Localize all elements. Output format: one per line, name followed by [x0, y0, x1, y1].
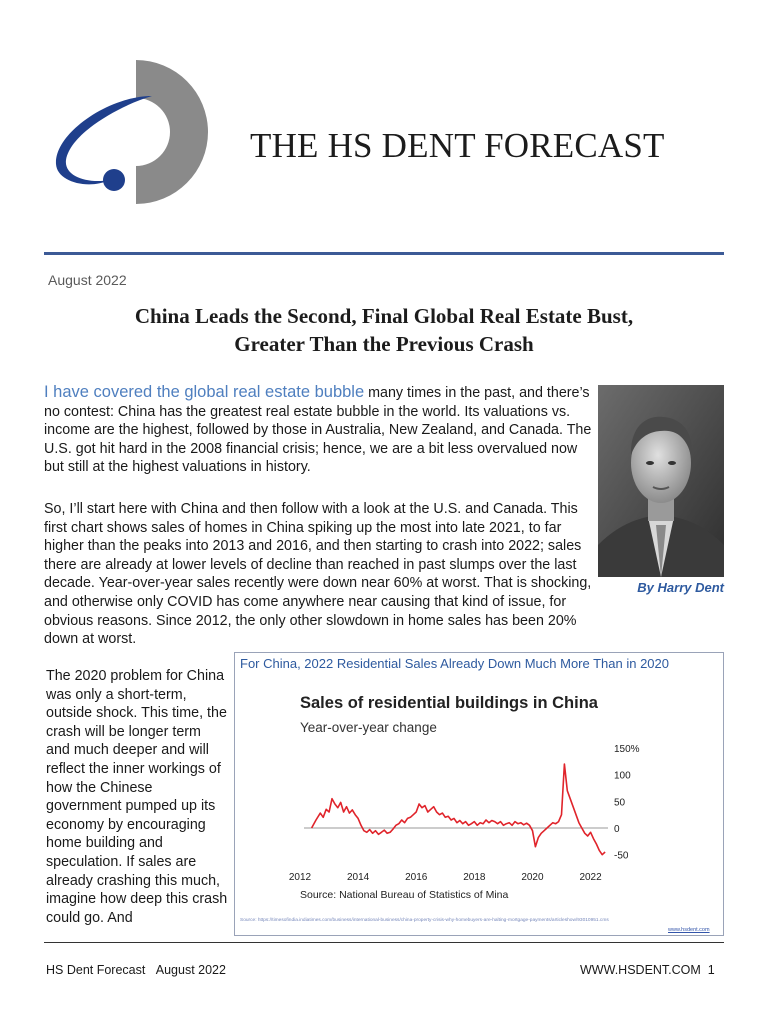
y-tick-label: 150% [614, 744, 640, 755]
paragraph-intro [44, 383, 592, 477]
x-tick-label: 2012 [288, 872, 312, 883]
lead-highlight: I have covered the global real estate bubble [44, 383, 365, 401]
paragraph-chart-intro: So, I’ll start here with China and then follow with a look at the U.S. and Canada. This first chart shows sales of homes in China spiking up the most into late 2021, to far higher than the peaks into 2013 and 2016, and then starting to crash into 2022; sales there are already at lower levels of decline than reached in past slumps over the last decade. Year-over-year sales recently were down near 60% at worst. That is shocking, and otherwise only COVID has come anywhere near causing that kind of issue, for obvious reasons. Since 2012, the only other slowdown in home sales has been 20% down at worst. [44, 501, 592, 648]
paragraph-outlook: The 2020 problem for China was only a short-term, outside shock. This time, the crash will be longer term and much deeper and will reflect the inner workings of how the Chinese government pumped up its economy by encouraging home building and speculation. If sales are already crashing this much, imagine how deep this crash could go. And [46, 668, 228, 926]
chart-y-ticks [614, 744, 640, 862]
x-tick-label: 2014 [346, 872, 370, 883]
footer-publication: HS Dent Forecast [46, 963, 146, 977]
footer-site[interactable]: WWW.HSDENT.COM [580, 963, 701, 977]
y-tick-label: 0 [614, 824, 620, 835]
masthead-title: THE HS DENT FORECAST [250, 126, 665, 165]
issue-date: August 2022 [48, 272, 127, 288]
headline-line-2: Greater Than the Previous Crash [234, 332, 534, 356]
y-tick-label: 100 [614, 770, 631, 782]
masthead-divider [44, 252, 724, 255]
chart-series-line [312, 764, 605, 855]
footer-page-number: 1 [707, 963, 715, 977]
chart-header: For China, 2022 Residential Sales Already Down Much More Than in 2020 [240, 656, 669, 671]
china-sales-chart [236, 674, 720, 932]
footer-date: August 2022 [155, 963, 226, 977]
figure-source-note: Source: https://timesofindia.indiatimes.com/business/international-business/china-property-crisis-why-homebuyers-are-halting-mortgage-payments/articleshow/93010951.cms [240, 918, 609, 923]
paragraph-intro-text: many times in the past, and there’s no contest: China has the greatest real estate bubble in the world. Its valuations vs. income are the highest, followed by those in Australia, New Zealand, and Canada. The U.S. got hit hard in the 2008 financial crisis; hence, we are a bit less overvalued now but still at the highest valuations in history. [44, 385, 592, 476]
article-headline [60, 302, 708, 358]
chart-source: Source: National Bureau of Statistics of Mina [300, 889, 509, 901]
x-tick-label: 2018 [463, 872, 486, 883]
logo-gray-arc [136, 60, 208, 204]
footer-right-text [580, 963, 715, 977]
logo-blue-dot [103, 169, 125, 191]
x-tick-label: 2022 [579, 872, 602, 883]
chart-subtitle: Year-over-year change [300, 720, 437, 735]
figure-site-link[interactable]: www.hsdent.com [668, 927, 710, 933]
chart-x-ticks [289, 872, 602, 883]
author-photo [598, 385, 724, 577]
byline: By Harry Dent [637, 580, 724, 595]
x-tick-label: 2020 [521, 872, 544, 883]
chart-title: Sales of residential buildings in China [300, 694, 598, 712]
y-tick-label: -50 [614, 850, 629, 862]
x-tick-label: 2016 [405, 872, 428, 883]
footer-divider [44, 942, 724, 943]
hs-dent-logo [48, 56, 208, 206]
headline-line-1: China Leads the Second, Final Global Real Estate Bust, [134, 304, 634, 328]
footer-left-text [46, 963, 226, 977]
y-tick-label: 50 [614, 797, 626, 809]
